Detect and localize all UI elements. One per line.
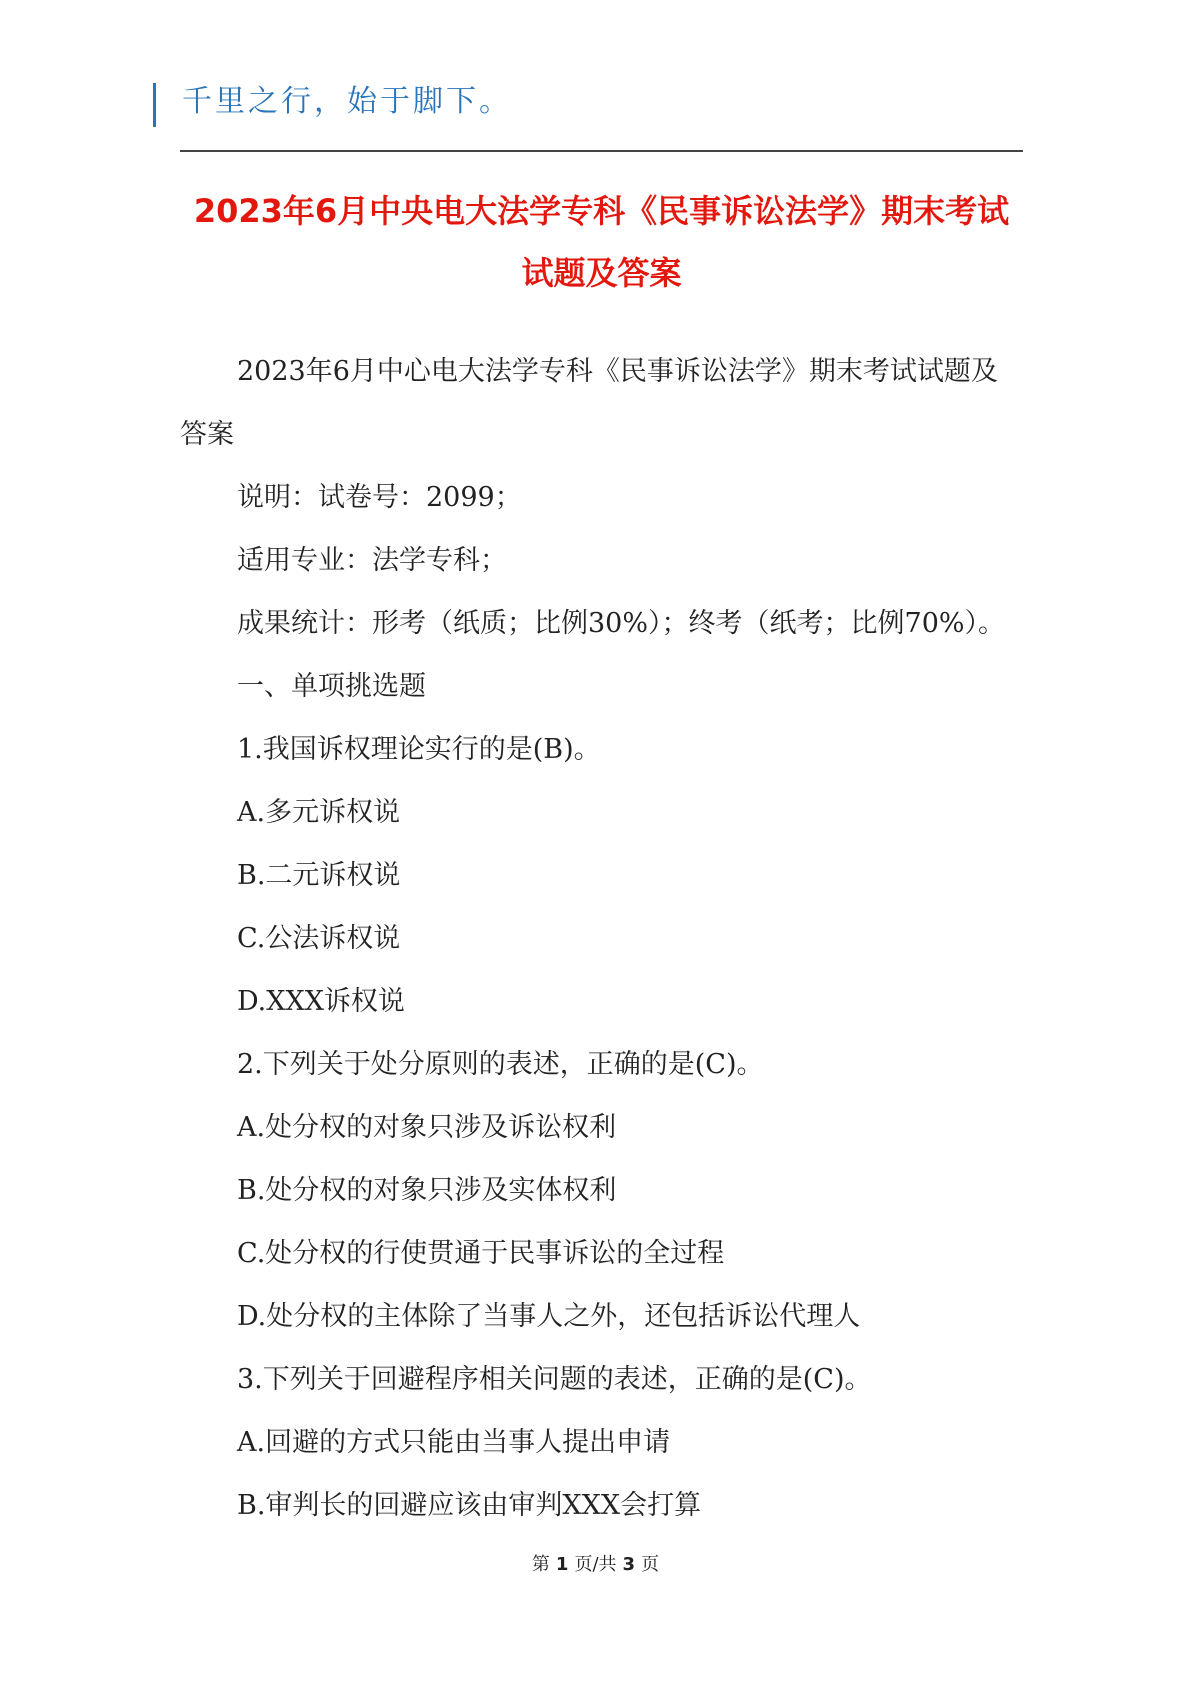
grading-line: 成果统计：形考（纸质；比例30%）；终考（纸考；比例70%）。 bbox=[237, 608, 1006, 639]
question-2-option-c: C.处分权的行使贯通于民事诉讼的全过程 bbox=[237, 1238, 725, 1269]
question-1: 1.我国诉权理论实行的是(B)。 bbox=[237, 734, 601, 765]
document-title: 2023年6月中央电大法学专科《民事诉讼法学》期末考试试题及答案 bbox=[193, 192, 1010, 292]
document-body bbox=[180, 340, 1023, 1537]
footer-page-number: 1 bbox=[555, 1554, 569, 1575]
footer-page-total: 3 bbox=[622, 1554, 636, 1575]
header-divider bbox=[180, 150, 1023, 152]
question-3-option-b: B.审判长的回避应该由审判XXX会打算 bbox=[237, 1490, 702, 1521]
major-line: 适用专业：法学专科； bbox=[237, 545, 507, 576]
footer-suffix: 页 bbox=[641, 1554, 660, 1575]
header-accent-bar bbox=[153, 83, 156, 127]
intro-paragraph: 2023年6月中心电大法学专科《民事诉讼法学》期末考试试题及答案 bbox=[180, 356, 998, 450]
question-1-option-b: B.二元诉权说 bbox=[237, 860, 401, 891]
section-heading: 一、单项挑选题 bbox=[237, 671, 426, 702]
question-2-option-b: B.处分权的对象只涉及实体权利 bbox=[237, 1175, 617, 1206]
footer-middle: 页/共 bbox=[574, 1554, 617, 1575]
page-footer bbox=[0, 1550, 1191, 1576]
question-1-option-c: C.公法诉权说 bbox=[237, 923, 401, 954]
question-2-option-d: D.处分权的主体除了当事人之外，还包括诉讼代理人 bbox=[237, 1301, 861, 1332]
question-1-option-a: A.多元诉权说 bbox=[237, 797, 401, 828]
question-1-option-d: D.XXX诉权说 bbox=[237, 986, 405, 1017]
question-2: 2.下列关于处分原则的表述，正确的是(C)。 bbox=[237, 1049, 764, 1080]
question-3-option-a: A.回避的方式只能由当事人提出申请 bbox=[237, 1427, 671, 1458]
question-2-option-a: A.处分权的对象只涉及诉讼权利 bbox=[237, 1112, 617, 1143]
footer-prefix: 第 bbox=[531, 1554, 550, 1575]
question-3: 3.下列关于回避程序相关问题的表述，正确的是(C)。 bbox=[237, 1364, 872, 1395]
header-motto: 千里之行，始于脚下。 bbox=[182, 84, 512, 119]
exam-number-line: 说明：试卷号：2099； bbox=[237, 482, 522, 513]
